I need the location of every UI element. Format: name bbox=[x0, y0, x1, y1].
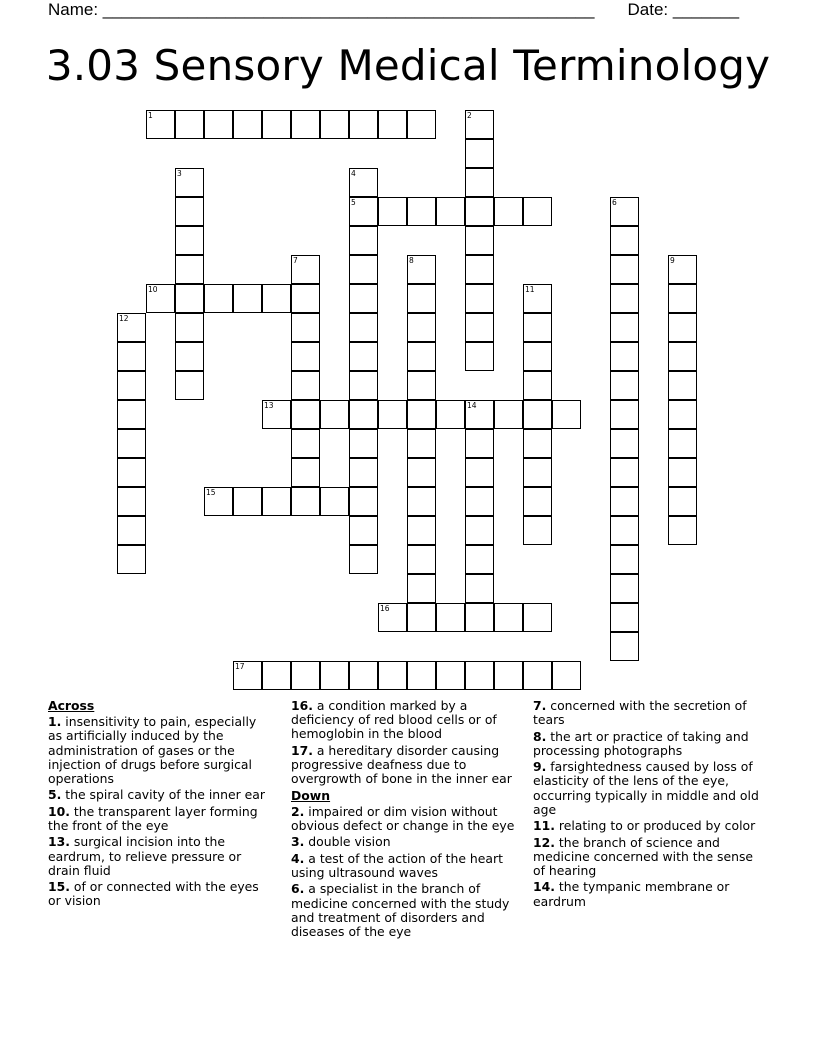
crossword-cell[interactable] bbox=[523, 516, 552, 545]
clue-number-label: 16 bbox=[380, 604, 390, 613]
across-heading: Across bbox=[48, 698, 95, 713]
crossword-cell[interactable] bbox=[175, 284, 204, 313]
clue-text: a condition marked by a deficiency of red blood cells or of hemoglobin in the blood bbox=[291, 698, 497, 742]
crossword-cell[interactable] bbox=[523, 342, 552, 371]
crossword-cell[interactable] bbox=[494, 197, 523, 226]
clue-text: the branch of science and medicine concerned with the sense of hearing bbox=[533, 834, 754, 878]
crossword-cell[interactable] bbox=[465, 313, 494, 342]
crossword-cell[interactable] bbox=[523, 313, 552, 342]
crossword-cell[interactable] bbox=[436, 603, 465, 632]
clue-number: 5. bbox=[48, 787, 62, 803]
crossword-cell[interactable] bbox=[465, 226, 494, 255]
crossword-cell[interactable] bbox=[146, 284, 175, 313]
crossword-cell[interactable] bbox=[233, 284, 262, 313]
clue-number: 10. bbox=[48, 803, 70, 819]
crossword-cell[interactable] bbox=[204, 487, 233, 516]
crossword-cell[interactable] bbox=[349, 284, 378, 313]
across-clue bbox=[48, 835, 274, 878]
down-clue bbox=[291, 852, 523, 880]
crossword-cell[interactable] bbox=[291, 110, 320, 139]
clue-number-label: 9 bbox=[670, 256, 675, 265]
crossword-cell[interactable] bbox=[349, 313, 378, 342]
crossword-cell[interactable] bbox=[378, 197, 407, 226]
crossword-cell[interactable] bbox=[175, 110, 204, 139]
crossword-cell[interactable] bbox=[610, 371, 639, 400]
clue-number-label: 14 bbox=[467, 401, 477, 410]
crossword-cell[interactable] bbox=[291, 458, 320, 487]
crossword-cell[interactable] bbox=[407, 342, 436, 371]
crossword-cell[interactable] bbox=[465, 284, 494, 313]
down-clue bbox=[533, 819, 767, 833]
crossword-cell[interactable] bbox=[175, 168, 204, 197]
crossword-cell[interactable] bbox=[668, 400, 697, 429]
crossword-cell[interactable] bbox=[320, 400, 349, 429]
down-clue bbox=[291, 805, 523, 833]
crossword-cell[interactable] bbox=[465, 342, 494, 371]
crossword-cell[interactable] bbox=[262, 110, 291, 139]
crossword-cell[interactable] bbox=[349, 226, 378, 255]
clue-number-label: 6 bbox=[612, 198, 617, 207]
crossword-cell[interactable] bbox=[523, 429, 552, 458]
crossword-cell[interactable] bbox=[465, 110, 494, 139]
clue-number: 11. bbox=[533, 818, 555, 834]
crossword-cell[interactable] bbox=[610, 574, 639, 603]
clue-number-label: 13 bbox=[264, 401, 274, 410]
crossword-cell[interactable] bbox=[262, 400, 291, 429]
clue-number: 9. bbox=[533, 759, 547, 775]
down-clue bbox=[533, 699, 767, 727]
crossword-cell[interactable] bbox=[407, 545, 436, 574]
crossword-cell[interactable] bbox=[175, 226, 204, 255]
crossword-cell[interactable] bbox=[175, 342, 204, 371]
crossword-cell[interactable] bbox=[349, 197, 378, 226]
clue-number-label: 8 bbox=[409, 256, 414, 265]
crossword-cell[interactable] bbox=[552, 661, 581, 690]
crossword-cell[interactable] bbox=[668, 313, 697, 342]
crossword-cell[interactable] bbox=[494, 661, 523, 690]
across-clue bbox=[48, 715, 274, 786]
crossword-cell[interactable] bbox=[175, 371, 204, 400]
crossword-cell[interactable] bbox=[407, 284, 436, 313]
clues-column-1 bbox=[48, 699, 274, 911]
crossword-cell[interactable] bbox=[668, 458, 697, 487]
clue-number: 4. bbox=[291, 850, 305, 866]
across-clue bbox=[48, 788, 274, 802]
crossword-cell[interactable] bbox=[291, 429, 320, 458]
crossword-cell[interactable] bbox=[233, 487, 262, 516]
crossword-cell[interactable] bbox=[262, 661, 291, 690]
crossword-cell[interactable] bbox=[291, 661, 320, 690]
crossword-cell[interactable] bbox=[233, 661, 262, 690]
crossword-cell[interactable] bbox=[349, 458, 378, 487]
crossword-cell[interactable] bbox=[552, 400, 581, 429]
clue-number-label: 15 bbox=[206, 488, 216, 497]
crossword-cell[interactable] bbox=[291, 342, 320, 371]
date-label: Date: bbox=[627, 0, 673, 19]
crossword-cell[interactable] bbox=[465, 661, 494, 690]
crossword-cell[interactable] bbox=[349, 487, 378, 516]
clue-number-label: 4 bbox=[351, 169, 356, 178]
crossword-cell[interactable] bbox=[117, 516, 146, 545]
crossword-cell[interactable] bbox=[610, 429, 639, 458]
crossword-cell[interactable] bbox=[610, 632, 639, 661]
down-clue bbox=[291, 882, 523, 939]
down-clue bbox=[291, 835, 523, 849]
crossword-cell[interactable] bbox=[204, 110, 233, 139]
page-title: 3.03 Sensory Medical Terminology bbox=[45, 41, 771, 90]
crossword-cell[interactable] bbox=[349, 168, 378, 197]
clues-column-2 bbox=[291, 699, 523, 941]
crossword-cell[interactable] bbox=[349, 516, 378, 545]
down-clue bbox=[533, 760, 767, 817]
crossword-cell[interactable] bbox=[117, 313, 146, 342]
crossword-cell[interactable] bbox=[378, 603, 407, 632]
crossword-cell[interactable] bbox=[204, 284, 233, 313]
crossword-cell[interactable] bbox=[349, 255, 378, 284]
clue-number-label: 5 bbox=[351, 198, 356, 207]
crossword-cell[interactable] bbox=[407, 429, 436, 458]
clues-column-3 bbox=[533, 699, 767, 911]
crossword-cell[interactable] bbox=[523, 487, 552, 516]
crossword-cell[interactable] bbox=[668, 255, 697, 284]
clue-number: 14. bbox=[533, 879, 555, 895]
crossword-cell[interactable] bbox=[668, 487, 697, 516]
clue-text: a specialist in the branch of medicine concerned with the study and treatment of disorders and diseases of the eye bbox=[291, 881, 510, 939]
clue-number-label: 10 bbox=[148, 285, 158, 294]
clue-text: the transparent layer forming the front of the eye bbox=[48, 803, 258, 833]
crossword-cell[interactable] bbox=[668, 284, 697, 313]
crossword-cell[interactable] bbox=[117, 458, 146, 487]
crossword-cell[interactable] bbox=[378, 661, 407, 690]
crossword-cell[interactable] bbox=[175, 197, 204, 226]
date-blank[interactable]: _______ bbox=[672, 0, 740, 19]
crossword-cell[interactable] bbox=[523, 284, 552, 313]
clue-text: a hereditary disorder causing progressive deafness due to overgrowth of bone in the inner ear bbox=[291, 742, 512, 787]
clue-number-label: 1 bbox=[148, 111, 153, 120]
crossword-cell[interactable] bbox=[349, 429, 378, 458]
across-clue bbox=[291, 699, 523, 742]
crossword-cell[interactable] bbox=[610, 458, 639, 487]
crossword-cell[interactable] bbox=[668, 342, 697, 371]
crossword-cell[interactable] bbox=[117, 371, 146, 400]
crossword-cell[interactable] bbox=[407, 400, 436, 429]
clue-number: 12. bbox=[533, 834, 555, 850]
crossword-cell[interactable] bbox=[465, 603, 494, 632]
crossword-cell[interactable] bbox=[349, 110, 378, 139]
crossword-cell[interactable] bbox=[610, 284, 639, 313]
crossword-cell[interactable] bbox=[610, 487, 639, 516]
crossword-cell[interactable] bbox=[523, 197, 552, 226]
crossword-cell[interactable] bbox=[291, 255, 320, 284]
crossword-cell[interactable] bbox=[494, 603, 523, 632]
crossword-cell[interactable] bbox=[407, 197, 436, 226]
crossword-cell[interactable] bbox=[668, 516, 697, 545]
crossword-cell[interactable] bbox=[117, 342, 146, 371]
clue-number: 13. bbox=[48, 834, 70, 850]
crossword-cell[interactable] bbox=[523, 400, 552, 429]
clue-text: a test of the action of the heart using ultrasound waves bbox=[291, 850, 503, 880]
crossword-cell[interactable] bbox=[320, 110, 349, 139]
clue-number: 16. bbox=[291, 698, 313, 713]
clue-number-label: 12 bbox=[119, 314, 129, 323]
clue-text: concerned with the secretion of tears bbox=[533, 698, 747, 728]
clue-number-label: 2 bbox=[467, 111, 472, 120]
across-clue bbox=[48, 880, 274, 908]
crossword-cell[interactable] bbox=[175, 255, 204, 284]
clue-number: 6. bbox=[291, 881, 305, 897]
crossword-cell[interactable] bbox=[262, 487, 291, 516]
clue-number: 2. bbox=[291, 803, 305, 819]
crossword-cell[interactable] bbox=[407, 255, 436, 284]
down-clue bbox=[533, 730, 767, 758]
across-clue bbox=[48, 805, 274, 833]
down-heading: Down bbox=[291, 787, 331, 803]
clue-number: 8. bbox=[533, 728, 547, 744]
crossword-cell[interactable] bbox=[378, 110, 407, 139]
crossword-cell[interactable] bbox=[291, 400, 320, 429]
crossword-cell[interactable] bbox=[349, 400, 378, 429]
clue-number: 1. bbox=[48, 714, 62, 730]
clue-text: double vision bbox=[304, 834, 391, 850]
crossword-cell[interactable] bbox=[465, 574, 494, 603]
clue-number-label: 3 bbox=[177, 169, 182, 178]
crossword-cell[interactable] bbox=[117, 429, 146, 458]
crossword-cell[interactable] bbox=[349, 371, 378, 400]
clue-number-label: 11 bbox=[525, 285, 535, 294]
crossword-cell[interactable] bbox=[610, 516, 639, 545]
crossword-cell[interactable] bbox=[175, 313, 204, 342]
crossword-cell[interactable] bbox=[378, 400, 407, 429]
crossword-cell[interactable] bbox=[610, 603, 639, 632]
crossword-cell[interactable] bbox=[436, 400, 465, 429]
clue-text: of or connected with the eyes or vision bbox=[48, 879, 259, 909]
crossword-cell[interactable] bbox=[291, 371, 320, 400]
crossword-cell[interactable] bbox=[349, 661, 378, 690]
crossword-cell[interactable] bbox=[465, 197, 494, 226]
crossword-cell[interactable] bbox=[291, 313, 320, 342]
crossword-cell[interactable] bbox=[262, 284, 291, 313]
crossword-cell[interactable] bbox=[610, 313, 639, 342]
crossword-cell[interactable] bbox=[465, 168, 494, 197]
crossword-cell[interactable] bbox=[349, 545, 378, 574]
clue-number-label: 17 bbox=[235, 662, 245, 671]
clue-text: impaired or dim vision without obvious defect or change in the eye bbox=[291, 803, 515, 833]
crossword-cell[interactable] bbox=[407, 313, 436, 342]
down-clue bbox=[533, 836, 767, 879]
crossword-cell[interactable] bbox=[117, 487, 146, 516]
crossword-cell[interactable] bbox=[610, 400, 639, 429]
clue-number: 17. bbox=[291, 742, 313, 758]
crossword-cell[interactable] bbox=[610, 342, 639, 371]
clue-text: the spiral cavity of the inner ear bbox=[61, 787, 265, 803]
crossword-cell[interactable] bbox=[465, 255, 494, 284]
crossword-cell[interactable] bbox=[407, 487, 436, 516]
name-blank[interactable]: ____________________________________________________ bbox=[102, 0, 595, 19]
clue-text: relating to or produced by color bbox=[554, 818, 756, 834]
crossword-cell[interactable] bbox=[436, 197, 465, 226]
crossword-cell[interactable] bbox=[523, 371, 552, 400]
crossword-cell[interactable] bbox=[291, 487, 320, 516]
crossword-cell[interactable] bbox=[291, 284, 320, 313]
clue-number: 3. bbox=[291, 834, 305, 850]
crossword-cell[interactable] bbox=[465, 516, 494, 545]
crossword-cell[interactable] bbox=[233, 110, 262, 139]
clue-text: the art or practice of taking and processing photographs bbox=[533, 728, 749, 758]
crossword-cell[interactable] bbox=[320, 487, 349, 516]
crossword-cell[interactable] bbox=[407, 110, 436, 139]
crossword-cell[interactable] bbox=[465, 545, 494, 574]
crossword-cell[interactable] bbox=[407, 458, 436, 487]
crossword-cell[interactable] bbox=[407, 516, 436, 545]
crossword-cell[interactable] bbox=[117, 400, 146, 429]
clue-text: the tympanic membrane or eardrum bbox=[533, 879, 730, 909]
crossword-cell[interactable] bbox=[523, 603, 552, 632]
crossword-cell[interactable] bbox=[465, 487, 494, 516]
crossword-cell[interactable] bbox=[610, 226, 639, 255]
crossword-cell[interactable] bbox=[407, 574, 436, 603]
crossword-cell[interactable] bbox=[523, 661, 552, 690]
clue-text: insensitivity to pain, especially as artificially induced by the administration of gases or the injection of drugs before surgical operations bbox=[48, 714, 257, 787]
down-clue bbox=[533, 880, 767, 908]
crossword-cell[interactable] bbox=[494, 400, 523, 429]
clue-text: surgical incision into the eardrum, to relieve pressure or drain fluid bbox=[48, 834, 242, 878]
clue-number: 15. bbox=[48, 879, 70, 895]
crossword-cell[interactable] bbox=[610, 545, 639, 574]
crossword-cell[interactable] bbox=[117, 545, 146, 574]
crossword-cell[interactable] bbox=[465, 458, 494, 487]
crossword-cell[interactable] bbox=[668, 429, 697, 458]
crossword-cell[interactable] bbox=[610, 197, 639, 226]
crossword-cell[interactable] bbox=[465, 429, 494, 458]
clue-number-label: 7 bbox=[293, 256, 298, 265]
crossword-cell[interactable] bbox=[436, 661, 465, 690]
crossword-cell[interactable] bbox=[407, 371, 436, 400]
crossword-cell[interactable] bbox=[320, 661, 349, 690]
crossword-cell[interactable] bbox=[407, 603, 436, 632]
clue-number: 7. bbox=[533, 698, 547, 713]
crossword-cell[interactable] bbox=[668, 371, 697, 400]
crossword-cell[interactable] bbox=[465, 400, 494, 429]
crossword-cell[interactable] bbox=[465, 139, 494, 168]
crossword-cell[interactable] bbox=[349, 342, 378, 371]
across-clue bbox=[291, 744, 523, 787]
crossword-cell[interactable] bbox=[523, 458, 552, 487]
crossword-cell[interactable] bbox=[610, 255, 639, 284]
crossword-cell[interactable] bbox=[146, 110, 175, 139]
name-label: Name: bbox=[48, 0, 103, 19]
crossword-cell[interactable] bbox=[407, 661, 436, 690]
clue-text: farsightedness caused by loss of elasticity of the lens of the eye, occurring typically in middle and old age bbox=[533, 759, 759, 817]
